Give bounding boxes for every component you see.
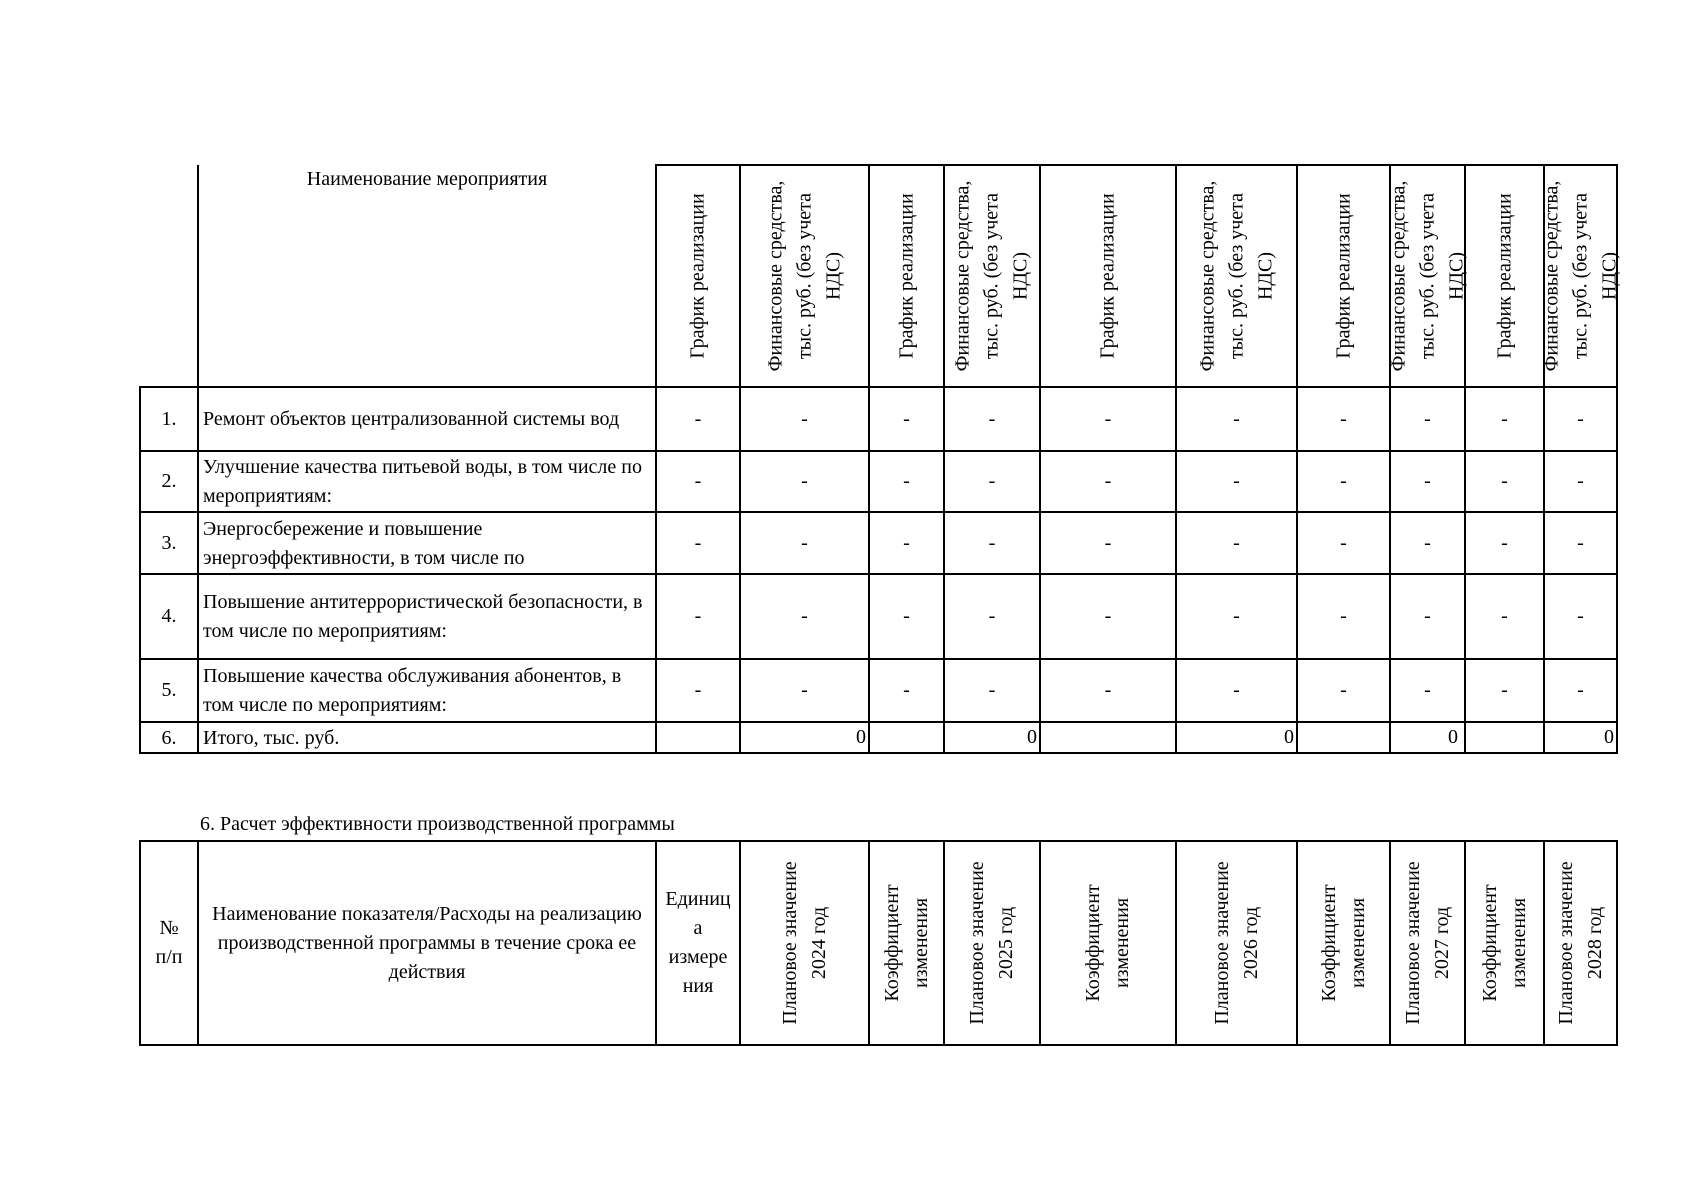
table-cell: - (1297, 387, 1390, 451)
table-row (140, 451, 1617, 512)
table-cell: - (656, 387, 740, 451)
column-header (1297, 165, 1390, 387)
column-header (1297, 841, 1390, 1045)
table-cell: - (1297, 574, 1390, 659)
column-header-text: Финансовые средства, тыс. руб. (без учета НДС) (951, 180, 1032, 372)
table-cell: - (1544, 659, 1617, 722)
table-cell: - (656, 659, 740, 722)
column-header (869, 165, 944, 387)
row-number: 5. (140, 659, 198, 722)
table-header-row (140, 841, 1617, 1045)
table-cell: - (1297, 659, 1390, 722)
table-row (140, 387, 1617, 451)
table-cell: - (1297, 512, 1390, 574)
table-cell: - (1544, 512, 1617, 574)
total-value: 0 (1176, 722, 1297, 753)
table-cell: - (1465, 387, 1544, 451)
column-header-text: Плановое значение 2024 год (778, 861, 830, 1025)
table-cell: - (1040, 451, 1176, 512)
column-header-text: Коэффициент изменения (1082, 884, 1133, 1002)
table-cell: - (1176, 451, 1297, 512)
table-cell: - (656, 574, 740, 659)
table-cell: - (1544, 574, 1617, 659)
column-header-text: График реализации (895, 193, 917, 359)
unit-header: Единиц а измере ния (656, 841, 740, 1045)
table-cell: - (656, 512, 740, 574)
table-cell: - (1390, 659, 1465, 722)
column-header-text: Плановое значение 2027 год (1401, 861, 1453, 1025)
column-header-text: Финансовые средства, тыс. руб. (без учета НДС) (1387, 180, 1467, 372)
table-cell: - (1297, 451, 1390, 512)
row-number: 4. (140, 574, 198, 659)
column-header-text: Плановое значение 2028 год (1554, 861, 1606, 1025)
column-header (1176, 165, 1297, 387)
table-cell: - (869, 387, 944, 451)
indicator-name-header: Наименование показателя/Расходы на реализацию производственной программы в течение срока ее действия (198, 841, 656, 1045)
column-header-text: График реализации (686, 193, 709, 359)
number-header-cell (140, 165, 198, 387)
column-header-text: Финансовые средства, тыс. руб. (без учета НДС) (1540, 180, 1620, 372)
table-row (140, 659, 1617, 722)
activity-name: Ремонт объектов централизованной системы вод (198, 387, 656, 451)
column-header (1040, 841, 1176, 1045)
column-header-text: Коэффициент изменения (880, 884, 932, 1002)
table-cell: - (1390, 574, 1465, 659)
column-header (1390, 841, 1465, 1045)
row-number: 3. (140, 512, 198, 574)
column-header-text: Коэффициент изменения (1317, 884, 1369, 1002)
column-header (740, 165, 869, 387)
total-value: 0 (1390, 722, 1465, 753)
table-cell: - (1544, 387, 1617, 451)
number-header: № п/п (140, 841, 198, 1045)
activity-name: Повышение качества обслуживания абонентов, в том числе по мероприятиям: (198, 659, 656, 722)
column-header (1465, 841, 1544, 1045)
table-cell: - (1390, 512, 1465, 574)
table-cell (1465, 722, 1544, 753)
table-cell: - (1465, 451, 1544, 512)
table-cell: - (1544, 451, 1617, 512)
activity-name: Повышение антитеррористической безопасности, в том числе по мероприятиям: (198, 574, 656, 659)
activity-name-header: Наименование мероприятия (198, 165, 656, 387)
row-number: 6. (140, 722, 198, 753)
table-cell: - (740, 512, 869, 574)
column-header (1544, 841, 1617, 1045)
efficiency-table (139, 840, 1618, 1046)
column-header (869, 841, 944, 1045)
table-cell: - (1176, 387, 1297, 451)
total-value: 0 (944, 722, 1040, 753)
table-cell: - (944, 574, 1040, 659)
table-cell: - (869, 659, 944, 722)
table-cell (656, 722, 740, 753)
table-cell: - (740, 574, 869, 659)
column-header (1176, 841, 1297, 1045)
table-cell (1297, 722, 1390, 753)
table-cell (869, 722, 944, 753)
activity-name: Улучшение качества питьевой воды, в том числе по мероприятиям: (198, 451, 656, 512)
table-cell: - (1465, 512, 1544, 574)
table-cell: - (1465, 659, 1544, 722)
table-cell: - (740, 659, 869, 722)
table-cell: - (944, 451, 1040, 512)
table-cell: - (944, 512, 1040, 574)
table-cell: - (1040, 659, 1176, 722)
table-cell: - (1040, 512, 1176, 574)
column-header-text: График реализации (1332, 193, 1354, 359)
table-header-row (140, 165, 1617, 387)
table-cell: - (944, 659, 1040, 722)
column-header (1040, 165, 1176, 387)
table-cell: - (1390, 387, 1465, 451)
row-number: 1. (140, 387, 198, 451)
column-header-text: Коэффициент изменения (1478, 884, 1530, 1002)
table-cell: - (944, 387, 1040, 451)
table-cell: - (1390, 451, 1465, 512)
table-cell: - (1176, 512, 1297, 574)
table-cell: - (740, 451, 869, 512)
total-row (140, 722, 1617, 753)
table-cell: - (1040, 387, 1176, 451)
column-header-text: Финансовые средства, тыс. руб. (без учета НДС) (764, 180, 844, 372)
column-header (1465, 165, 1544, 387)
column-header (944, 841, 1040, 1045)
column-header (656, 165, 740, 387)
column-header (740, 841, 869, 1045)
column-header-text: Плановое значение 2025 год (966, 861, 1017, 1025)
column-header (1387, 165, 1467, 387)
table-cell: - (1176, 574, 1297, 659)
table-cell: - (869, 451, 944, 512)
table-row (140, 574, 1617, 659)
total-value: 0 (740, 722, 869, 753)
total-value: 0 (1544, 722, 1617, 753)
activity-name: Энергосбережение и повышение энергоэффективности, в том числе по (198, 512, 656, 574)
column-header (1540, 165, 1620, 387)
table-cell (1040, 722, 1176, 753)
table-cell: - (1465, 574, 1544, 659)
column-header-text: График реализации (1096, 193, 1119, 359)
table-cell: - (869, 574, 944, 659)
table-row (140, 512, 1617, 574)
table-cell: - (869, 512, 944, 574)
activities-table (139, 164, 1618, 754)
section-title: 6. Расчет эффективности производственной программы (200, 813, 675, 835)
table-cell: - (1176, 659, 1297, 722)
table-cell: - (740, 387, 869, 451)
row-number: 2. (140, 451, 198, 512)
table-cell: - (656, 451, 740, 512)
column-header-text: Плановое значение 2026 год (1210, 861, 1262, 1025)
column-header-text: Финансовые средства, тыс. руб. (без учета НДС) (1196, 180, 1276, 372)
column-header (944, 165, 1040, 387)
table-cell: - (1040, 574, 1176, 659)
total-label: Итого, тыс. руб. (198, 722, 656, 753)
column-header-text: График реализации (1493, 193, 1515, 359)
